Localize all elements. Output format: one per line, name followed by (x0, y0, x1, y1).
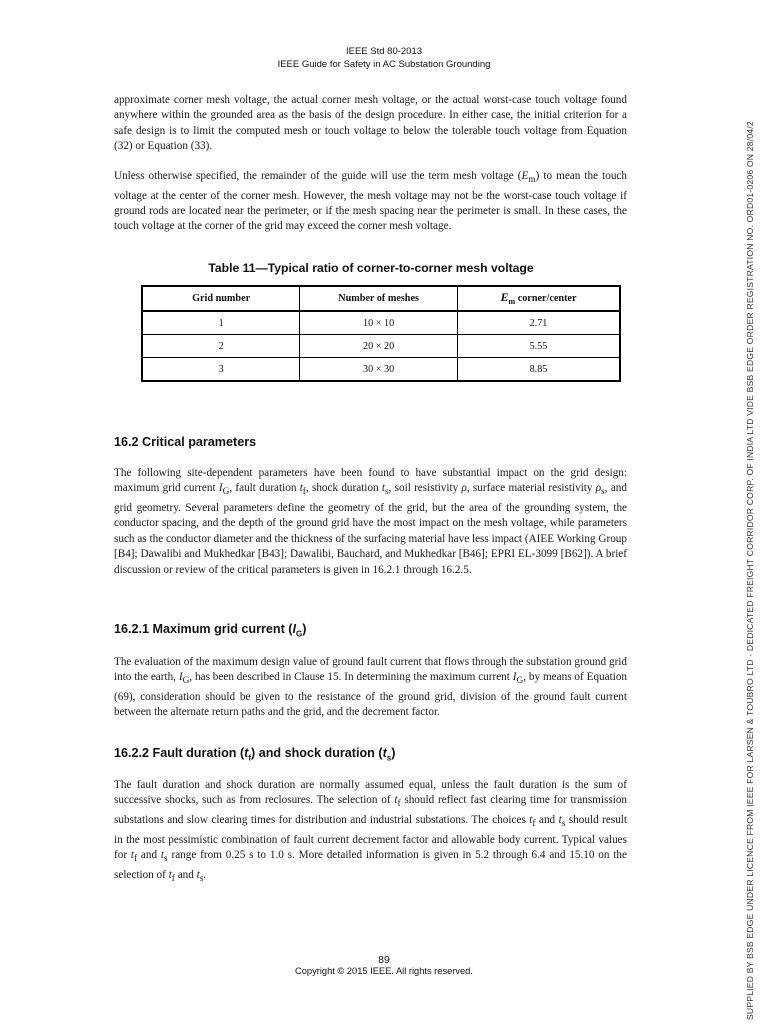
ig-symbol: I (218, 482, 223, 495)
tf-subscript: f (171, 873, 175, 884)
intro-paragraph-2 (114, 169, 627, 235)
heading-text: 16.2.1 Maximum grid current ( (114, 622, 293, 636)
text-run: The evaluation of the maximum design value of ground fault current that flows through the substation ground grid into the earth, (114, 656, 627, 684)
cell-grid: 1 (142, 311, 300, 335)
ig-subscript: G (295, 629, 303, 639)
text-run: , shock duration (305, 482, 382, 495)
text-run: , and grid geometry. Several parameters define the geometry of the grid, but the area of the grounding system, the conductor spacing, and the depth of the ground grid have the most impact on the mesh voltage, while parameters such as the conductor diameter and the thickness of the surfacing material have less impact (AIEE Working Group [B4]; Dawalibi and Mukhedkar [B43]; Dawalibi, Bauchard, and Mukhedkar [B46]; EPRI EL-3099 [B62]). A brief discussion or review of the critical parameters is given in 16.2.1 through 16.2.5. (114, 482, 627, 576)
section-heading-16-2-1 (114, 622, 306, 639)
header-standard: IEEE Std 80-2013 (345, 46, 423, 57)
text-run: The following site-dependent parameters have been found to have substantial impact on the grid design: maximum grid current (114, 467, 627, 495)
cell-meshes: 20 × 20 (300, 335, 458, 358)
text-run: should reflect fast clearing time for transmission substations and slow clearing times for distribution and industrial substations. The choices (114, 794, 628, 827)
text-run: , has been described in Clause 15. In determining the maximum current (189, 671, 513, 684)
header-number-of-meshes: Number of meshes (300, 286, 458, 311)
rho-symbol: ρ (461, 482, 467, 495)
ts-symbol: t (160, 849, 165, 862)
header-em-ratio (457, 286, 620, 311)
licence-watermark: SUPPLIED BY BSB EDGE UNDER LICENCE FROM IEEE FOR LARSEN & TOUBRO LTD - DEDICATED FREIGHT CORRIDOR CORP. OF INDIA LTD VIDE BSB EDGE ORDER REGISTRATION NO. ORD01-0206 ON 28/04/2 (745, 121, 755, 1020)
em-subscript: m (508, 297, 516, 307)
rhos-subscript: s (601, 487, 605, 498)
ig-subscript: G (222, 487, 230, 498)
tf-symbol: t (168, 868, 172, 881)
tf-symbol: t (529, 814, 533, 827)
cell-grid: 3 (142, 358, 300, 382)
table-row (142, 358, 620, 382)
text-run: ) to mean the touch voltage at the center of the corner mesh. However, the mesh voltage may not be the worst-case touch voltage if ground rods are located near the perimeter, or if the mesh spacing near the perimeter is small. In these cases, the touch voltage at the corner of the grid may exceed the corner mesh voltage. (114, 170, 627, 233)
text-run: , soil resistivity (388, 482, 462, 495)
section-heading-16-2-2 (114, 746, 395, 763)
tf-symbol: t (299, 482, 303, 495)
tf-subscript: f (532, 819, 536, 830)
text-run: , by means of Equation (69), consideration should be given to the resistance of the ground grid, division of the ground fault current between the alternate return paths and the grid, and the decrement factor. (114, 671, 628, 719)
ts-symbol: t (196, 868, 200, 881)
header-text: corner/center (515, 293, 577, 305)
text-run: and (535, 814, 559, 827)
table-caption: Table 11—Typical ratio of corner-to-corner mesh voltage (208, 261, 534, 275)
ig-symbol: I (512, 671, 517, 684)
header-grid-number: Grid number (142, 286, 300, 311)
ts-symbol: t (382, 746, 387, 760)
heading-text: 16.2.2 Fault duration ( (114, 746, 245, 760)
tf-symbol: t (394, 794, 398, 807)
ig-subscript: G (182, 676, 190, 687)
ts-subscript: s (386, 753, 392, 763)
running-header (0, 46, 768, 71)
text-run: range from 0.25 s to 1.0 s. More detailed information is given in 5.2 through 6.4 and 15.10 on the selection of (114, 849, 627, 881)
ts-subscript: s (384, 487, 389, 498)
text-run: . (203, 868, 207, 881)
section-16-2-1-paragraph (114, 655, 627, 721)
cell-meshes: 30 × 30 (300, 358, 458, 382)
em-subscript: m (528, 175, 536, 186)
page-number: 89 (378, 954, 390, 966)
ts-subscript: s (561, 819, 566, 830)
text-run: , surface material resistivity (466, 482, 596, 495)
cell-ratio: 8.85 (457, 358, 620, 382)
tf-subscript: f (302, 487, 306, 498)
cell-meshes: 10 × 10 (300, 311, 458, 335)
tf-subscript: f (248, 753, 252, 763)
tf-symbol: t (244, 746, 249, 760)
ts-symbol: t (558, 814, 562, 827)
ts-subscript: s (199, 873, 204, 884)
mesh-voltage-table (141, 285, 621, 382)
text-run: , fault duration (229, 482, 300, 495)
copyright-notice: Copyright © 2015 IEEE. All rights reserved. (295, 966, 473, 976)
header-title: IEEE Guide for Safety in AC Substation Grounding (277, 58, 491, 70)
text-run: should result in the most pessimistic combination of fault current decrement factor and allowable body current. Typical values for (114, 814, 627, 862)
em-symbol: E (521, 170, 529, 182)
heading-text: ) and shock duration ( (251, 746, 383, 760)
ig-subscript: G (516, 676, 524, 687)
table-row (142, 335, 620, 358)
cell-grid: 2 (142, 335, 300, 358)
ig-symbol: I (178, 671, 183, 684)
text-run: The fault duration and shock duration are normally assumed equal, unless the fault duration is the sum of successive shocks, such as from reclosures. The selection of (114, 779, 627, 807)
cell-ratio: 5.55 (457, 335, 620, 358)
ig-symbol: I (292, 622, 296, 636)
cell-ratio: 2.71 (457, 311, 620, 335)
section-16-2-paragraph (114, 466, 627, 578)
rhos-symbol: ρ (595, 482, 602, 495)
ts-subscript: s (164, 854, 168, 865)
tf-symbol: t (130, 849, 134, 862)
text-run: and (174, 868, 197, 881)
intro-paragraph-1: approximate corner mesh voltage, the actual corner mesh voltage, or the actual worst-case touch voltage found anywhere within the grounded area as the basis of the design procedure. In either case, the initial criterion for a safe design is to limit the computed mesh or touch voltage to below the tolerable touch voltage from Equation (32) or Equation (33). (114, 94, 627, 153)
section-16-2-2-paragraph (114, 778, 627, 887)
section-heading-16-2: 16.2 Critical parameters (114, 435, 257, 449)
table-header-row (142, 286, 620, 311)
table-row (142, 311, 620, 335)
heading-text: ) (391, 746, 396, 760)
text-run: Unless otherwise specified, the remainder of the guide will use the term mesh voltage ( (114, 170, 522, 182)
ts-symbol: t (381, 482, 385, 495)
tf-subscript: f (397, 799, 401, 810)
text-run: and (137, 849, 161, 862)
tf-subscript: f (133, 854, 138, 865)
em-symbol: E (500, 290, 509, 305)
heading-text: ) (302, 622, 307, 636)
